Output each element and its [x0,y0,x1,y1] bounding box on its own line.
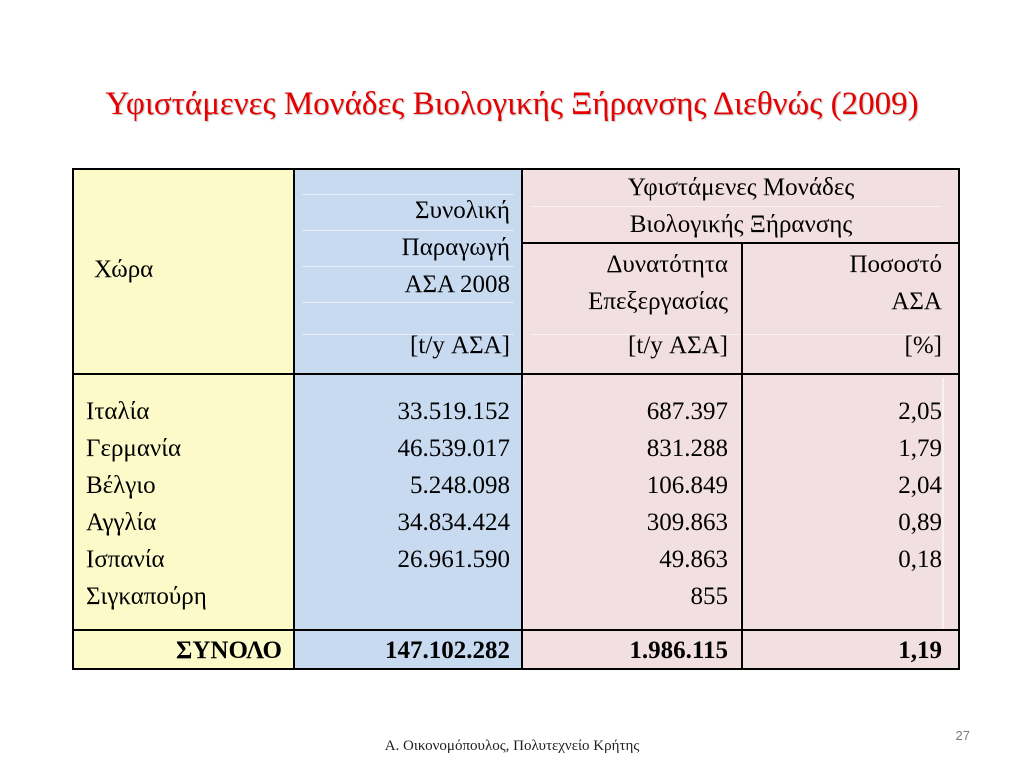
header-production [300,192,510,303]
header-production-line-2: Παραγωγή [401,234,510,261]
table-row-country: Βέλγιο [86,472,156,499]
country-list [86,393,286,615]
header-production-line-3: ΑΣΑ 2008 [404,271,510,298]
page-number: 27 [955,728,970,743]
header-units-group-line-2: Βιολογικής Ξήρανσης [629,211,853,238]
table-row-production: 34.834.424 [397,509,510,536]
header-capacity-line-1: Δυνατότητα [606,251,728,278]
table-row-percent: 1,79 [898,435,942,462]
table-row-production [300,578,510,615]
header-units-group-line-1: Υφιστάμενες Μονάδες [627,174,855,201]
column-divider [293,168,295,670]
header-country: Χώρα [94,256,154,283]
table-row-production: 46.539.017 [397,435,510,462]
row-divider [72,373,960,375]
header-capacity [524,246,728,320]
table-row-country: Ισπανία [86,546,165,573]
header-units-group [522,169,960,243]
row-divider [72,629,960,631]
header-capacity-unit: [t/y ΑΣΑ] [628,332,728,359]
table-row-capacity: 106.849 [646,472,728,499]
footer-author: Α. Οικονομόπουλος, Πολυτεχνείο Κρήτης [384,738,640,754]
table-row-percent: 2,05 [898,398,942,425]
table-row-production: 33.519.152 [397,398,510,425]
data-table [72,168,960,670]
total-capacity: 1.986.115 [629,637,728,664]
header-production-line-1: Συνολική [415,197,510,224]
table-row-production: 5.248.098 [410,472,510,499]
total-percent: 1,19 [898,637,942,664]
table-row-country: Αγγλία [86,509,157,536]
header-percentage-line-2: ΑΣΑ [891,288,942,315]
table-row-country: Ιταλία [86,398,150,425]
header-capacity-line-2: Επεξεργασίας [588,288,728,315]
table-row-capacity: 855 [690,583,728,610]
table-row-percent: 0,18 [898,546,942,573]
total-label: ΣΥΝΟΛΟ [176,637,282,664]
table-row-capacity: 831.288 [646,435,728,462]
header-percentage-line-1: Ποσοστό [849,251,942,278]
table-row-percent: 0,89 [898,509,942,536]
table-row-production: 26.961.590 [397,546,510,573]
header-percentage [744,246,942,320]
page-title: Υφιστάμενες Μονάδες Βιολογικής Ξήρανσης Διεθνώς (2009) [105,86,919,122]
table-row-capacity: 309.863 [646,509,728,536]
table-row-percent [744,578,942,615]
column-divider [741,242,743,670]
capacity-list [524,393,728,615]
total-production: 147.102.282 [385,637,510,664]
table-row-percent: 2,04 [898,472,942,499]
percent-list [744,393,942,615]
table-row-capacity: 49.863 [659,546,728,573]
table-row-country: Σιγκαπούρη [86,583,207,610]
table-row-country: Γερμανία [86,435,182,462]
cell-divider [942,378,944,630]
header-production-unit: [t/y ΑΣΑ] [410,332,510,359]
table-row-capacity: 687.397 [646,398,728,425]
production-list [300,393,510,615]
header-percentage-unit: [%] [904,332,942,359]
